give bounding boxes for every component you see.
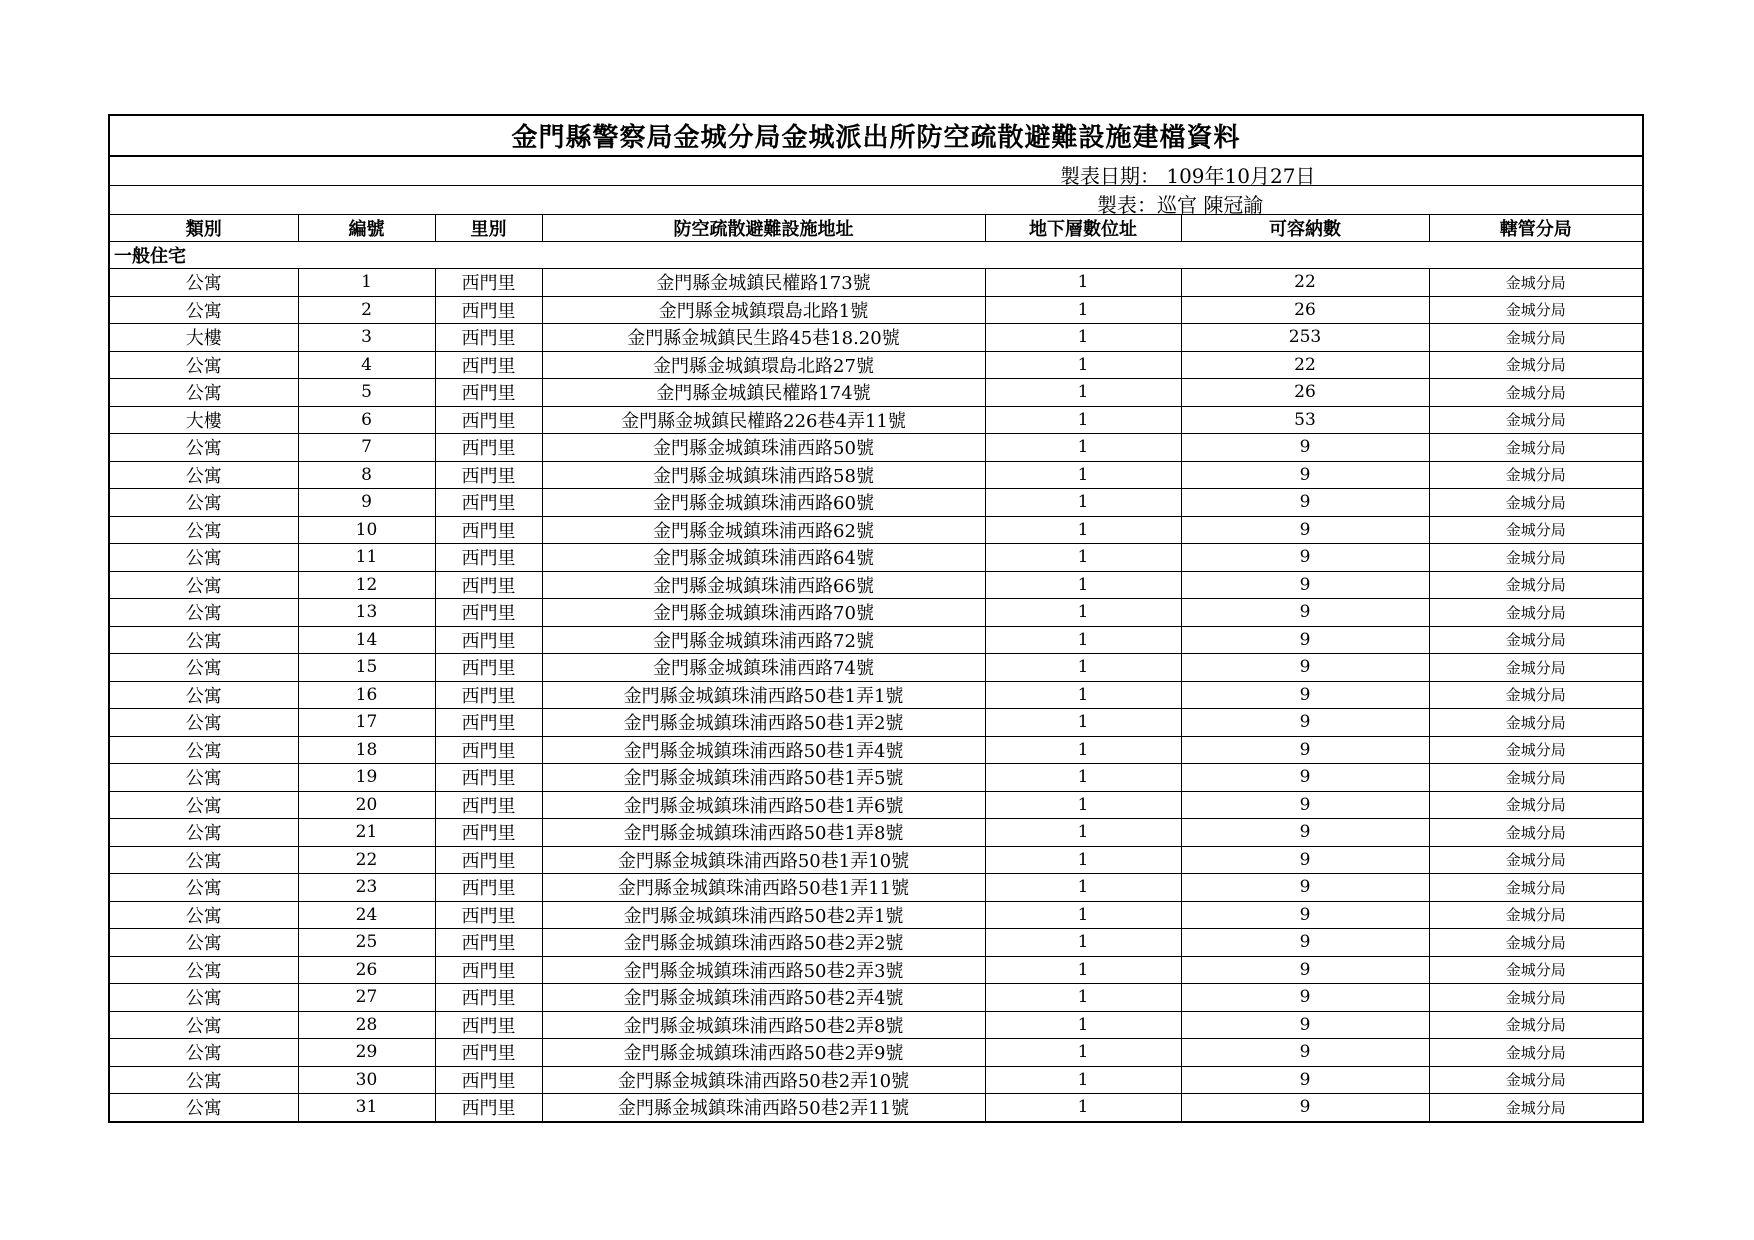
header-address: 防空疏散避難設施地址: [542, 215, 985, 242]
cell-address: 金門縣金城鎮珠浦西路50巷1弄8號: [542, 819, 985, 847]
cell-village: 西門里: [435, 296, 542, 324]
cell-type: 大樓: [110, 324, 298, 352]
cell-number: 21: [298, 819, 435, 847]
table-row: [110, 571, 1642, 599]
shelter-table: [110, 215, 1642, 1121]
cell-type: 公寓: [110, 1094, 298, 1121]
cell-type: 公寓: [110, 654, 298, 682]
cell-number: 16: [298, 681, 435, 709]
cell-basement-floors: 1: [985, 379, 1181, 407]
cell-type: 公寓: [110, 901, 298, 929]
cell-basement-floors: 1: [985, 516, 1181, 544]
cell-number: 7: [298, 434, 435, 462]
header-type: 類別: [110, 215, 298, 242]
cell-number: 8: [298, 461, 435, 489]
cell-number: 6: [298, 406, 435, 434]
cell-number: 17: [298, 709, 435, 737]
cell-office: 金城分局: [1429, 269, 1642, 297]
cell-type: 公寓: [110, 1011, 298, 1039]
cell-type: 公寓: [110, 434, 298, 462]
cell-office: 金城分局: [1429, 599, 1642, 627]
cell-address: 金門縣金城鎮民生路45巷18.20號: [542, 324, 985, 352]
cell-village: 西門里: [435, 681, 542, 709]
cell-village: 西門里: [435, 901, 542, 929]
table-row: [110, 379, 1642, 407]
cell-office: 金城分局: [1429, 736, 1642, 764]
cell-capacity: 9: [1181, 544, 1429, 572]
sheet-title: 金門縣警察局金城分局金城派出所防空疏散避難設施建檔資料: [110, 116, 1642, 157]
cell-address: 金門縣金城鎮珠浦西路62號: [542, 516, 985, 544]
cell-office: 金城分局: [1429, 901, 1642, 929]
cell-address: 金門縣金城鎮珠浦西路50巷1弄2號: [542, 709, 985, 737]
table-row: [110, 269, 1642, 297]
cell-address: 金門縣金城鎮民權路173號: [542, 269, 985, 297]
header-village: 里別: [435, 215, 542, 242]
cell-basement-floors: 1: [985, 846, 1181, 874]
table-row: [110, 544, 1642, 572]
cell-basement-floors: 1: [985, 681, 1181, 709]
cell-village: 西門里: [435, 654, 542, 682]
cell-village: 西門里: [435, 1039, 542, 1067]
cell-office: 金城分局: [1429, 544, 1642, 572]
cell-number: 30: [298, 1066, 435, 1094]
cell-type: 公寓: [110, 571, 298, 599]
cell-basement-floors: 1: [985, 819, 1181, 847]
cell-village: 西門里: [435, 544, 542, 572]
cell-office: 金城分局: [1429, 516, 1642, 544]
cell-capacity: 53: [1181, 406, 1429, 434]
cell-number: 3: [298, 324, 435, 352]
section-label: 一般住宅: [110, 242, 1642, 269]
maker-row: [110, 186, 1642, 215]
cell-number: 26: [298, 956, 435, 984]
cell-capacity: 9: [1181, 461, 1429, 489]
cell-office: 金城分局: [1429, 764, 1642, 792]
cell-basement-floors: 1: [985, 874, 1181, 902]
report-date: 製表日期： 109年10月27日: [1060, 164, 1316, 188]
cell-village: 西門里: [435, 571, 542, 599]
cell-type: 公寓: [110, 764, 298, 792]
cell-village: 西門里: [435, 1011, 542, 1039]
header-office: 轄管分局: [1429, 215, 1642, 242]
cell-basement-floors: 1: [985, 901, 1181, 929]
cell-office: 金城分局: [1429, 874, 1642, 902]
cell-office: 金城分局: [1429, 791, 1642, 819]
cell-type: 大樓: [110, 406, 298, 434]
cell-village: 西門里: [435, 819, 542, 847]
cell-village: 西門里: [435, 791, 542, 819]
cell-number: 31: [298, 1094, 435, 1121]
cell-number: 2: [298, 296, 435, 324]
cell-number: 14: [298, 626, 435, 654]
cell-office: 金城分局: [1429, 489, 1642, 517]
cell-basement-floors: 1: [985, 544, 1181, 572]
cell-address: 金門縣金城鎮珠浦西路50巷1弄11號: [542, 874, 985, 902]
cell-basement-floors: 1: [985, 434, 1181, 462]
cell-office: 金城分局: [1429, 654, 1642, 682]
cell-village: 西門里: [435, 461, 542, 489]
cell-capacity: 9: [1181, 1039, 1429, 1067]
cell-number: 19: [298, 764, 435, 792]
cell-address: 金門縣金城鎮民權路174號: [542, 379, 985, 407]
cell-capacity: 9: [1181, 681, 1429, 709]
cell-address: 金門縣金城鎮環島北路1號: [542, 296, 985, 324]
cell-capacity: 9: [1181, 819, 1429, 847]
cell-basement-floors: 1: [985, 406, 1181, 434]
cell-number: 15: [298, 654, 435, 682]
cell-number: 10: [298, 516, 435, 544]
table-row: [110, 956, 1642, 984]
table-row: [110, 351, 1642, 379]
cell-village: 西門里: [435, 406, 542, 434]
cell-number: 27: [298, 984, 435, 1012]
cell-capacity: 9: [1181, 791, 1429, 819]
cell-capacity: 9: [1181, 956, 1429, 984]
cell-village: 西門里: [435, 984, 542, 1012]
cell-type: 公寓: [110, 379, 298, 407]
cell-capacity: 9: [1181, 846, 1429, 874]
table-header-row: [110, 215, 1642, 242]
cell-type: 公寓: [110, 544, 298, 572]
cell-address: 金門縣金城鎮珠浦西路50號: [542, 434, 985, 462]
table-row: [110, 764, 1642, 792]
table-row: [110, 736, 1642, 764]
cell-basement-floors: 1: [985, 956, 1181, 984]
cell-capacity: 9: [1181, 1011, 1429, 1039]
cell-address: 金門縣金城鎮珠浦西路50巷2弄3號: [542, 956, 985, 984]
table-row: [110, 461, 1642, 489]
cell-village: 西門里: [435, 434, 542, 462]
cell-address: 金門縣金城鎮珠浦西路50巷1弄5號: [542, 764, 985, 792]
cell-number: 9: [298, 489, 435, 517]
cell-capacity: 9: [1181, 516, 1429, 544]
cell-number: 1: [298, 269, 435, 297]
cell-type: 公寓: [110, 956, 298, 984]
cell-capacity: 9: [1181, 929, 1429, 957]
cell-type: 公寓: [110, 516, 298, 544]
section-row: [110, 242, 1642, 269]
cell-office: 金城分局: [1429, 571, 1642, 599]
cell-village: 西門里: [435, 626, 542, 654]
cell-village: 西門里: [435, 956, 542, 984]
cell-address: 金門縣金城鎮珠浦西路50巷2弄9號: [542, 1039, 985, 1067]
cell-type: 公寓: [110, 626, 298, 654]
header-basement-floors: 地下層數位址: [985, 215, 1181, 242]
cell-basement-floors: 1: [985, 764, 1181, 792]
cell-basement-floors: 1: [985, 1094, 1181, 1121]
cell-village: 西門里: [435, 764, 542, 792]
cell-office: 金城分局: [1429, 626, 1642, 654]
cell-basement-floors: 1: [985, 324, 1181, 352]
cell-basement-floors: 1: [985, 1039, 1181, 1067]
table-row: [110, 709, 1642, 737]
cell-number: 12: [298, 571, 435, 599]
cell-number: 13: [298, 599, 435, 627]
cell-address: 金門縣金城鎮珠浦西路74號: [542, 654, 985, 682]
cell-village: 西門里: [435, 516, 542, 544]
table-row: [110, 791, 1642, 819]
date-row: [110, 157, 1642, 186]
table-row: [110, 819, 1642, 847]
cell-basement-floors: 1: [985, 489, 1181, 517]
cell-address: 金門縣金城鎮珠浦西路50巷2弄8號: [542, 1011, 985, 1039]
cell-type: 公寓: [110, 736, 298, 764]
cell-village: 西門里: [435, 351, 542, 379]
table-row: [110, 1039, 1642, 1067]
cell-basement-floors: 1: [985, 929, 1181, 957]
cell-village: 西門里: [435, 846, 542, 874]
cell-capacity: 26: [1181, 296, 1429, 324]
cell-type: 公寓: [110, 489, 298, 517]
cell-village: 西門里: [435, 269, 542, 297]
cell-number: 25: [298, 929, 435, 957]
cell-office: 金城分局: [1429, 1066, 1642, 1094]
cell-village: 西門里: [435, 736, 542, 764]
table-row: [110, 681, 1642, 709]
cell-basement-floors: 1: [985, 351, 1181, 379]
cell-office: 金城分局: [1429, 351, 1642, 379]
table-row: [110, 929, 1642, 957]
table-row: [110, 1066, 1642, 1094]
cell-office: 金城分局: [1429, 681, 1642, 709]
cell-number: 18: [298, 736, 435, 764]
cell-capacity: 9: [1181, 599, 1429, 627]
cell-number: 4: [298, 351, 435, 379]
cell-type: 公寓: [110, 351, 298, 379]
cell-office: 金城分局: [1429, 846, 1642, 874]
cell-basement-floors: 1: [985, 461, 1181, 489]
cell-capacity: 9: [1181, 626, 1429, 654]
table-row: [110, 654, 1642, 682]
cell-capacity: 9: [1181, 654, 1429, 682]
cell-office: 金城分局: [1429, 984, 1642, 1012]
cell-capacity: 9: [1181, 1066, 1429, 1094]
table-row: [110, 489, 1642, 517]
cell-basement-floors: 1: [985, 571, 1181, 599]
cell-office: 金城分局: [1429, 1094, 1642, 1121]
cell-address: 金門縣金城鎮珠浦西路50巷2弄11號: [542, 1094, 985, 1121]
cell-capacity: 9: [1181, 1094, 1429, 1121]
cell-basement-floors: 1: [985, 791, 1181, 819]
table-row: [110, 516, 1642, 544]
table-row: [110, 406, 1642, 434]
cell-number: 24: [298, 901, 435, 929]
cell-type: 公寓: [110, 819, 298, 847]
cell-capacity: 26: [1181, 379, 1429, 407]
cell-basement-floors: 1: [985, 1011, 1181, 1039]
table-row: [110, 626, 1642, 654]
cell-address: 金門縣金城鎮珠浦西路50巷1弄1號: [542, 681, 985, 709]
cell-basement-floors: 1: [985, 599, 1181, 627]
table-row: [110, 984, 1642, 1012]
cell-office: 金城分局: [1429, 406, 1642, 434]
cell-basement-floors: 1: [985, 269, 1181, 297]
cell-office: 金城分局: [1429, 1011, 1642, 1039]
cell-type: 公寓: [110, 599, 298, 627]
cell-type: 公寓: [110, 296, 298, 324]
cell-village: 西門里: [435, 874, 542, 902]
cell-village: 西門里: [435, 489, 542, 517]
cell-village: 西門里: [435, 929, 542, 957]
cell-capacity: 9: [1181, 736, 1429, 764]
cell-number: 29: [298, 1039, 435, 1067]
cell-type: 公寓: [110, 791, 298, 819]
cell-type: 公寓: [110, 269, 298, 297]
cell-address: 金門縣金城鎮珠浦西路64號: [542, 544, 985, 572]
cell-address: 金門縣金城鎮珠浦西路50巷2弄2號: [542, 929, 985, 957]
cell-office: 金城分局: [1429, 819, 1642, 847]
cell-capacity: 22: [1181, 351, 1429, 379]
cell-capacity: 9: [1181, 709, 1429, 737]
cell-office: 金城分局: [1429, 709, 1642, 737]
table-row: [110, 599, 1642, 627]
table-row: [110, 1094, 1642, 1121]
cell-village: 西門里: [435, 709, 542, 737]
table-row: [110, 1011, 1642, 1039]
cell-address: 金門縣金城鎮珠浦西路66號: [542, 571, 985, 599]
cell-address: 金門縣金城鎮珠浦西路50巷1弄4號: [542, 736, 985, 764]
cell-village: 西門里: [435, 1066, 542, 1094]
cell-basement-floors: 1: [985, 736, 1181, 764]
cell-capacity: 253: [1181, 324, 1429, 352]
cell-basement-floors: 1: [985, 709, 1181, 737]
cell-office: 金城分局: [1429, 1039, 1642, 1067]
header-number: 編號: [298, 215, 435, 242]
cell-capacity: 22: [1181, 269, 1429, 297]
cell-village: 西門里: [435, 1094, 542, 1121]
cell-capacity: 9: [1181, 764, 1429, 792]
table-row: [110, 874, 1642, 902]
table-row: [110, 324, 1642, 352]
spreadsheet-sheet: [108, 114, 1644, 1123]
header-capacity: 可容納數: [1181, 215, 1429, 242]
cell-type: 公寓: [110, 846, 298, 874]
cell-address: 金門縣金城鎮環島北路27號: [542, 351, 985, 379]
cell-number: 28: [298, 1011, 435, 1039]
cell-capacity: 9: [1181, 489, 1429, 517]
cell-address: 金門縣金城鎮珠浦西路58號: [542, 461, 985, 489]
report-maker: 製表：巡官 陳冠諭: [1097, 193, 1264, 217]
cell-basement-floors: 1: [985, 626, 1181, 654]
cell-address: 金門縣金城鎮珠浦西路50巷1弄10號: [542, 846, 985, 874]
table-row: [110, 901, 1642, 929]
cell-type: 公寓: [110, 874, 298, 902]
cell-number: 22: [298, 846, 435, 874]
cell-type: 公寓: [110, 984, 298, 1012]
cell-address: 金門縣金城鎮珠浦西路60號: [542, 489, 985, 517]
cell-basement-floors: 1: [985, 1066, 1181, 1094]
cell-office: 金城分局: [1429, 434, 1642, 462]
cell-office: 金城分局: [1429, 929, 1642, 957]
cell-address: 金門縣金城鎮珠浦西路50巷1弄6號: [542, 791, 985, 819]
cell-address: 金門縣金城鎮珠浦西路72號: [542, 626, 985, 654]
cell-capacity: 9: [1181, 571, 1429, 599]
cell-capacity: 9: [1181, 984, 1429, 1012]
cell-address: 金門縣金城鎮珠浦西路70號: [542, 599, 985, 627]
cell-address: 金門縣金城鎮珠浦西路50巷2弄10號: [542, 1066, 985, 1094]
cell-basement-floors: 1: [985, 654, 1181, 682]
cell-number: 5: [298, 379, 435, 407]
cell-address: 金門縣金城鎮珠浦西路50巷2弄4號: [542, 984, 985, 1012]
cell-village: 西門里: [435, 324, 542, 352]
cell-address: 金門縣金城鎮民權路226巷4弄11號: [542, 406, 985, 434]
table-row: [110, 846, 1642, 874]
cell-address: 金門縣金城鎮珠浦西路50巷2弄1號: [542, 901, 985, 929]
cell-village: 西門里: [435, 379, 542, 407]
cell-type: 公寓: [110, 929, 298, 957]
cell-type: 公寓: [110, 461, 298, 489]
cell-basement-floors: 1: [985, 984, 1181, 1012]
cell-number: 23: [298, 874, 435, 902]
cell-number: 11: [298, 544, 435, 572]
cell-type: 公寓: [110, 681, 298, 709]
cell-office: 金城分局: [1429, 956, 1642, 984]
cell-basement-floors: 1: [985, 296, 1181, 324]
table-row: [110, 296, 1642, 324]
cell-office: 金城分局: [1429, 296, 1642, 324]
cell-type: 公寓: [110, 1066, 298, 1094]
cell-type: 公寓: [110, 1039, 298, 1067]
cell-village: 西門里: [435, 599, 542, 627]
cell-office: 金城分局: [1429, 379, 1642, 407]
cell-office: 金城分局: [1429, 461, 1642, 489]
cell-number: 20: [298, 791, 435, 819]
cell-capacity: 9: [1181, 434, 1429, 462]
cell-type: 公寓: [110, 709, 298, 737]
table-row: [110, 434, 1642, 462]
cell-capacity: 9: [1181, 874, 1429, 902]
cell-capacity: 9: [1181, 901, 1429, 929]
cell-office: 金城分局: [1429, 324, 1642, 352]
